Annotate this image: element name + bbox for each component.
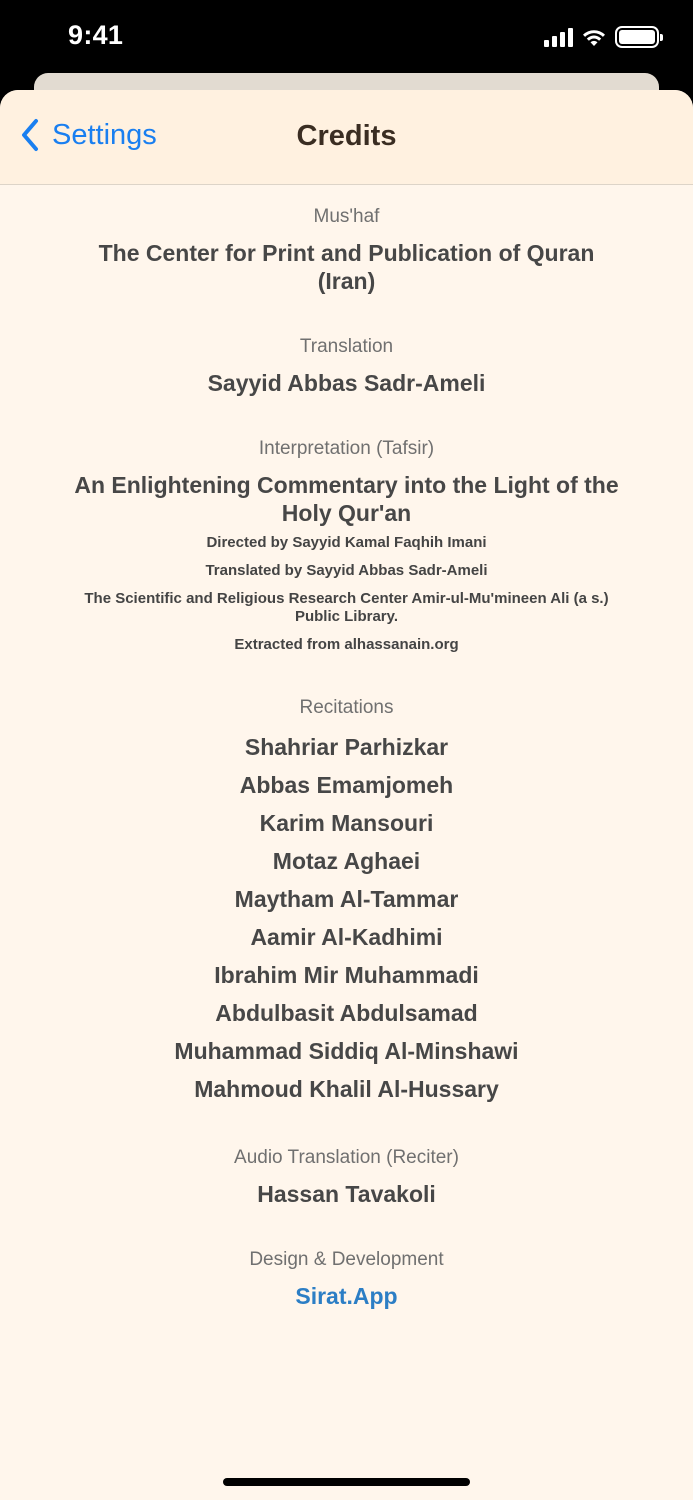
section-mushaf — [0, 205, 693, 295]
reciter-item: Motaz Aghaei — [272, 848, 421, 874]
back-label: Settings — [52, 118, 157, 151]
section-label: Design & Development — [249, 1249, 444, 1270]
section-value-cont: Holy Qur'an — [281, 500, 412, 526]
credits-content — [0, 185, 693, 1310]
page-title: Credits — [296, 120, 397, 152]
reciter-item: Muhammad Siddiq Al-Minshawi — [174, 1038, 519, 1064]
section-value-cont: (Iran) — [317, 268, 376, 294]
battery-icon — [615, 26, 659, 48]
home-indicator[interactable] — [223, 1478, 470, 1486]
reciter-item: Mahmoud Khalil Al-Hussary — [194, 1076, 499, 1102]
reciter-item: Abbas Emamjomeh — [239, 772, 454, 798]
reciter-item: Shahriar Parhizkar — [244, 734, 449, 760]
credits-sheet — [0, 90, 693, 1500]
section-label: Translation — [299, 336, 394, 357]
status-bar — [0, 0, 693, 75]
cellular-signal-icon — [544, 27, 573, 47]
section-value: Hassan Tavakoli — [257, 1181, 436, 1207]
section-value: An Enlightening Commentary into the Light of the — [74, 472, 619, 498]
section-label: Audio Translation (Reciter) — [234, 1147, 459, 1168]
status-icons — [544, 26, 659, 48]
section-design — [0, 1248, 693, 1310]
reciter-item: Karim Mansouri — [259, 810, 434, 836]
section-label: Mus'haf — [313, 206, 380, 227]
section-label: Interpretation (Tafsir) — [258, 438, 435, 459]
tafsir-detail: Translated by Sayyid Abbas Sadr-Ameli — [205, 562, 488, 579]
tafsir-detail: The Scientific and Religious Research Center Amir-ul-Mu'mineen Ali (a s.) — [84, 590, 609, 607]
section-value: The Center for Print and Publication of Quran — [98, 240, 595, 266]
section-tafsir — [0, 437, 693, 654]
sirat-app-link[interactable]: Sirat.App — [295, 1283, 398, 1309]
section-label: Recitations — [299, 697, 394, 718]
reciter-item: Abdulbasit Abdulsamad — [215, 1000, 478, 1026]
wifi-icon — [581, 27, 607, 47]
reciter-item: Aamir Al-Kadhimi — [250, 924, 443, 950]
section-translation — [0, 335, 693, 397]
tafsir-detail-cont: Public Library. — [294, 608, 399, 625]
reciter-item: Maytham Al-Tammar — [234, 886, 459, 912]
section-value: Sayyid Abbas Sadr-Ameli — [207, 370, 486, 396]
tafsir-detail: Extracted from alhassanain.org — [234, 636, 459, 653]
status-time: 9:41 — [68, 20, 124, 50]
section-recitations — [0, 696, 693, 1108]
reciter-item: Ibrahim Mir Muhammadi — [214, 962, 479, 988]
reciter-list — [0, 728, 693, 1108]
navigation-bar — [0, 90, 693, 185]
section-audio-translation — [0, 1146, 693, 1208]
tafsir-detail: Directed by Sayyid Kamal Faqhih Imani — [206, 534, 487, 551]
